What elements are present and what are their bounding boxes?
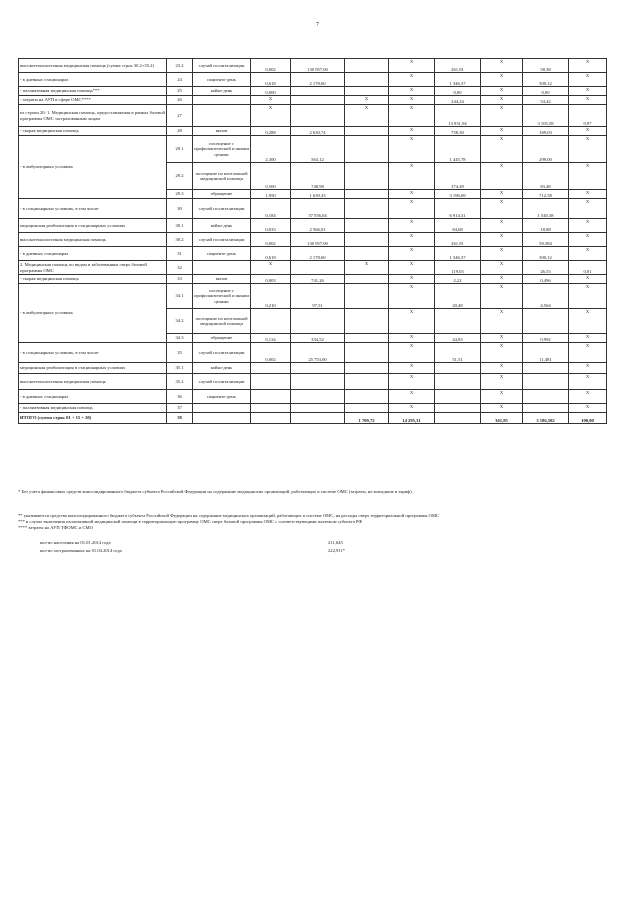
footnote-3: *** в случае включения паллиативной медицинской помощи в территориальную программу ОМС сверх базовой программы ОМС с соответствующими платежом субъекта РФ [18,519,362,525]
table-row [19,374,607,390]
cell-c7: X [389,199,435,219]
cell-c4: 0,618 [251,247,291,261]
row-number: 35.2 [167,374,193,390]
cell-c6 [345,374,389,390]
row-number: 35.1 [167,363,193,374]
row-name: - скорая медицинская помощь [19,127,167,136]
cell-c11: X [569,233,607,247]
row-unit: пациенто-день [193,247,251,261]
cell-c8: 44,83 [435,334,481,343]
row-number: 26 [167,96,193,105]
row-name: - в дневных стационарах [19,247,167,261]
cell-c10: 0,00 [523,87,569,96]
cell-c6 [345,309,389,334]
cell-c10: 3 186,582 [523,413,569,424]
cell-c5 [291,374,345,390]
cell-c5: 2 566,01 [291,219,345,233]
cell-c10: 3 105,58 [523,105,569,127]
cell-c6 [345,190,389,199]
cell-c5: 741,26 [291,275,345,284]
footnote-1: * Без учета финансовых средств консолидированного бюджета субъекта Российской Федерации на содержание медицинских организаций, работающих в системе ОМС (затраты, не вошедшие в тариф). [18,489,413,494]
cell-c9: X [481,190,523,199]
cell-c6 [345,390,389,404]
row-unit: случай госпитализации [193,343,251,363]
cell-c11: X [569,343,607,363]
cell-c7: X [389,87,435,96]
cell-c10: 11,481 [523,343,569,363]
cell-c6 [345,199,389,219]
cell-c5 [291,363,345,374]
cell-c10: 18,88 [523,219,569,233]
row-unit: вызов [193,127,251,136]
row-name: - в стационарных условиях, в том числе: [19,199,167,219]
row-number: 38 [167,413,193,424]
cell-c8: 0,00 [435,87,481,96]
cell-c8: 6 914,31 [435,199,481,219]
cell-c7: X [389,163,435,190]
cell-c7: X [389,390,435,404]
cell-c7: X [389,127,435,136]
cell-c4: 0,618 [251,73,291,87]
cell-c9: X [481,247,523,261]
cell-c4 [251,374,291,390]
cell-c10 [523,390,569,404]
row-name: - в амбулаторных условиях [19,136,167,199]
cell-c11: X [569,247,607,261]
cell-c11: X [569,96,607,105]
cell-c5: 130 957,00 [291,233,345,247]
cell-c8: 758,30 [435,127,481,136]
cell-c10: 0,992 [523,334,569,343]
cell-c7: X [389,284,435,309]
row-number: 34.2 [167,309,193,334]
row-name: 2. Медицинская помощь по видам и заболеваниям сверх базовой программы ОМС [19,261,167,275]
cell-c7: X [389,261,435,275]
table-row [19,73,607,87]
cell-c7: X [389,309,435,334]
row-unit: пациенто-день [193,390,251,404]
row-unit: случай госпитализации [193,374,251,390]
cell-c8: 1 346,37 [435,73,481,87]
cell-c10: 58,38 [523,59,569,73]
row-unit [193,96,251,105]
cell-c11: X [569,363,607,374]
row-number: 31 [167,247,193,261]
cell-c6 [345,127,389,136]
table-row [19,136,607,163]
cell-c4: 0,002 [251,233,291,247]
cell-c4: 0,134 [251,334,291,343]
cell-c11: X [569,127,607,136]
cell-c8 [435,363,481,374]
cell-c4 [251,413,291,424]
cell-c10 [523,309,569,334]
cell-c6 [345,163,389,190]
cell-c10: 4,564 [523,284,569,309]
cell-c4: 2,300 [251,136,291,163]
cell-c7: X [389,219,435,233]
cell-c10: 83,48 [523,163,569,190]
cell-c5 [291,87,345,96]
row-number: 25 [167,87,193,96]
cell-c6 [345,284,389,309]
cell-c8: 1 445,78 [435,136,481,163]
cell-c7: X [389,73,435,87]
cell-c8: 20,48 [435,284,481,309]
cell-c10: 0,496 [523,275,569,284]
cell-c5 [291,105,345,127]
row-name: высокотехнологичная медицинская помощь (сумма строк 30.2+35.2) [19,59,167,73]
cell-c4: 0,288 [251,127,291,136]
row-unit: случай госпитализации [193,199,251,219]
cell-c11: X [569,87,607,96]
cell-c8: 261,91 [435,233,481,247]
cell-c10 [523,374,569,390]
row-number: 28 [167,127,193,136]
cell-c7: X [389,233,435,247]
population-label: кол-во населения на 01.01.2014 года [40,540,111,545]
cell-c11: X [569,163,607,190]
row-number: 29.3 [167,190,193,199]
cell-c5: 2 178,60 [291,73,345,87]
cell-c4: 0,210 [251,284,291,309]
cell-c10: 712,58 [523,190,569,199]
cell-c11: X [569,404,607,413]
cell-c10 [523,363,569,374]
cell-c11: X [569,284,607,309]
footnote-2: ** указываются средства консолидированного бюджета субъекта Российской Федерации на содержание медицинских организаций, работающих в системе ОМС, на расходы сверх территориальной программы ОМС [18,513,440,518]
row-number: 35 [167,343,193,363]
row-name: - паллиативная медицинская помощь*** [19,87,167,96]
cell-c6 [345,59,389,73]
table-row [19,105,607,127]
cell-c11: 0,01 [569,261,607,275]
row-unit: койко-день [193,87,251,96]
cell-c7: X [389,404,435,413]
cell-c5: 334,52 [291,334,345,343]
row-unit: койко-день [193,363,251,374]
cell-c6 [345,87,389,96]
cell-c9: X [481,59,523,73]
cell-c6 [345,404,389,413]
cell-c4: 0,000 [251,87,291,96]
cell-c8 [435,309,481,334]
row-number: 32 [167,261,193,275]
row-number: 30.1 [167,219,193,233]
table-row [19,247,607,261]
cell-c7: 14 295,31 [389,413,435,424]
cell-c9: X [481,275,523,284]
cell-c10: 26,53 [523,261,569,275]
cell-c9: X [481,199,523,219]
cell-c5: 130 957,00 [291,59,345,73]
cell-c9: X [481,261,523,275]
cell-c5 [291,96,345,105]
row-unit: пациенто-день [193,73,251,87]
row-name: высокотехнологичная медицинская помощь [19,233,167,247]
row-number: 29.2 [167,163,193,190]
page-number: 7 [316,22,319,28]
cell-c11: X [569,59,607,73]
insured-row [40,548,346,553]
table-row [19,363,607,374]
cell-c4: 0,002 [251,59,291,73]
row-name: - в амбулаторных условиях [19,284,167,343]
cell-c4 [251,390,291,404]
cell-c8: 244,24 [435,96,481,105]
table-row [19,343,607,363]
cell-c4: X [251,96,291,105]
total-row [19,413,607,424]
row-unit [193,404,251,413]
cell-c8 [435,413,481,424]
table-row [19,275,607,284]
table-row [19,96,607,105]
cell-c6 [345,73,389,87]
cell-c6 [345,219,389,233]
row-number: 33 [167,275,193,284]
cell-c4: 0,033 [251,219,291,233]
row-number: 30 [167,199,193,219]
row-unit: посещение с профилактической и иными целями [193,136,251,163]
insured-value: 222,911* [328,548,346,553]
cell-c8: 119,03 [435,261,481,275]
cell-c5: 748,98 [291,163,345,190]
table-row [19,59,607,73]
cell-c9: X [481,374,523,390]
row-name: ИТОГО (сумма строк 01 + 15 + 20) [19,413,167,424]
cell-c6: X [345,261,389,275]
cell-c8: 3 196,69 [435,190,481,199]
cell-c6 [345,136,389,163]
cell-c7: X [389,190,435,199]
row-unit: вызов [193,275,251,284]
cell-c8: 374,49 [435,163,481,190]
row-name: высокотехнологичная медицинская помощь [19,374,167,390]
row-unit: посещение по неотложной медицинской помощи [193,309,251,334]
table-row [19,284,607,309]
table-row [19,127,607,136]
cell-c9: X [481,163,523,190]
cell-c11: X [569,390,607,404]
cell-c5 [291,390,345,404]
cell-c8: 1 346,37 [435,247,481,261]
cell-c4 [251,309,291,334]
cell-c7: X [389,363,435,374]
cell-c9: X [481,363,523,374]
row-number: 36 [167,390,193,404]
cell-c7: X [389,374,435,390]
cell-c8 [435,390,481,404]
cell-c6 [345,275,389,284]
table-row [19,261,607,275]
cell-c8: 84,68 [435,219,481,233]
cell-c10: 54,42 [523,96,569,105]
cell-c5: 2 178,60 [291,247,345,261]
footnotes-block [18,513,618,532]
cell-c4 [251,404,291,413]
cell-c7: X [389,105,435,127]
table-row [19,404,607,413]
cell-c5 [291,404,345,413]
row-number: 29.1 [167,136,193,163]
cell-c4 [251,363,291,374]
row-name: - паллиативная медицинская помощь [19,404,167,413]
cell-c11: 0,97 [569,105,607,127]
cell-c11: 100,00 [569,413,607,424]
row-number: 24 [167,73,193,87]
row-unit: обращение [193,334,251,343]
cell-c4: X [251,105,291,127]
cell-c7: X [389,136,435,163]
cell-c4: X [251,261,291,275]
cell-c9: X [481,105,523,127]
cell-c8: 261,91 [435,59,481,73]
cell-c5: 37 556,04 [291,199,345,219]
cell-c7: X [389,343,435,363]
cell-c10: 1 540,38 [523,199,569,219]
cell-c9: 361,85 [481,413,523,424]
cell-c9: X [481,73,523,87]
cell-c5: 1 639,33 [291,190,345,199]
row-name: медицинская реабилитация в стационарных условиях [19,363,167,374]
cell-c11: X [569,219,607,233]
cell-c4: 1,950 [251,190,291,199]
table-row [19,199,607,219]
cell-c6: X [345,96,389,105]
cell-c9: X [481,233,523,247]
cell-c9: X [481,96,523,105]
row-unit [193,105,251,127]
cell-c10: 58,384 [523,233,569,247]
cell-c9: X [481,136,523,163]
cell-c6 [345,233,389,247]
cell-c5 [291,261,345,275]
row-name: медицинская реабилитация в стационарных условиях [19,219,167,233]
cell-c11: X [569,334,607,343]
cell-c11: X [569,309,607,334]
cell-c7: X [389,247,435,261]
row-name: - затраты на АУП в сфере ОМС**** [19,96,167,105]
row-name: - в дневных стационарах [19,73,167,87]
row-name: - в дневных стационарах [19,390,167,404]
row-unit: койко-день [193,219,251,233]
cell-c8 [435,404,481,413]
cell-c9: X [481,219,523,233]
cell-c11: X [569,275,607,284]
cell-c9: X [481,284,523,309]
row-number: 27 [167,105,193,127]
row-unit: случай госпитализации [193,59,251,73]
row-number: 34.3 [167,334,193,343]
row-number: 34.1 [167,284,193,309]
cell-c8: 2,22 [435,275,481,284]
cell-c10: 169,03 [523,127,569,136]
cell-c5: 2 630,74 [291,127,345,136]
insured-label: кол-во застрахованных на 01.04.2014 года [40,548,122,553]
cell-c9: X [481,343,523,363]
row-name: - в стационарных условиях, в том числе: [19,343,167,363]
cell-c8: 51,51 [435,343,481,363]
row-unit: посещение с профилактической и иными целями [193,284,251,309]
cell-c5 [291,309,345,334]
row-unit: случай госпитализации [193,233,251,247]
population-value: 211,645 [328,540,343,545]
cell-c11: X [569,136,607,163]
cell-c7: X [389,96,435,105]
financing-table [18,58,607,424]
row-unit [193,413,251,424]
cell-c10 [523,404,569,413]
cell-c7: X [389,334,435,343]
population-row [40,540,343,545]
cell-c6 [345,343,389,363]
row-number: 30.2 [167,233,193,247]
row-number: 23.2 [167,59,193,73]
cell-c10: 299,00 [523,136,569,163]
footnote-4: **** затраты на АУП ТФОМС и СМО [18,525,93,531]
cell-c6: 1 709,72 [345,413,389,424]
cell-c9: X [481,390,523,404]
cell-c5: 97,51 [291,284,345,309]
cell-c6 [345,334,389,343]
table-row [19,233,607,247]
cell-c4: 0,184 [251,199,291,219]
cell-c8: 13 931,94 [435,105,481,127]
table-row [19,390,607,404]
cell-c4: 0,003 [251,275,291,284]
cell-c11: X [569,190,607,199]
cell-c6: X [345,105,389,127]
cell-c9: X [481,404,523,413]
cell-c10: 300,12 [523,247,569,261]
row-unit: посещение по неотложной медицинской помощи [193,163,251,190]
table-row [19,219,607,233]
cell-c7: X [389,275,435,284]
cell-c9: X [481,127,523,136]
cell-c5: 563,12 [291,136,345,163]
cell-c8 [435,374,481,390]
cell-c11: X [569,199,607,219]
row-number: 37 [167,404,193,413]
row-unit [193,261,251,275]
table-row [19,87,607,96]
cell-c6 [345,363,389,374]
row-name: из строки 20: 1. Медицинская помощь, предоставляемая в рамках базовой программы ОМС застрахованным лицам [19,105,167,127]
cell-c4: 0,500 [251,163,291,190]
cell-c11: X [569,374,607,390]
row-unit: обращение [193,190,251,199]
cell-c9: X [481,87,523,96]
cell-c5 [291,413,345,424]
row-name: - скорая медицинская помощь [19,275,167,284]
cell-c9: X [481,334,523,343]
cell-c10: 300,12 [523,73,569,87]
cell-c4: 0,002 [251,343,291,363]
cell-c7: X [389,59,435,73]
cell-c11: X [569,73,607,87]
cell-c5: 25 753,00 [291,343,345,363]
cell-c6 [345,247,389,261]
cell-c9: X [481,309,523,334]
